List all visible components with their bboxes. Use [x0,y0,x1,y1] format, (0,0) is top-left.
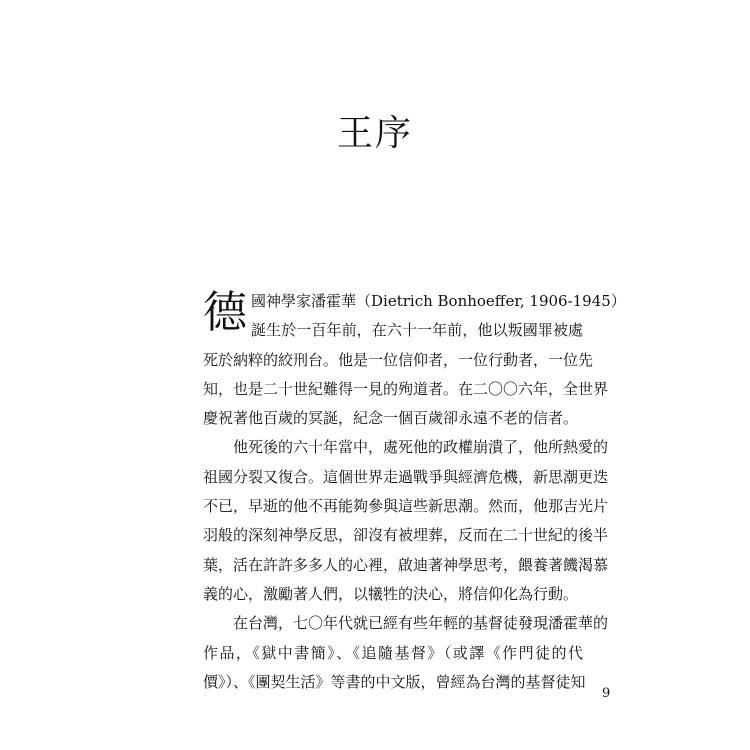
paragraph-line: 在台灣，七〇年代就已經有些年輕的基督徒發現潘霍華的 [233,614,609,633]
paragraph-line: 作品，《獄中書簡》、《追隨基督》（或譯《作門徒的代 [203,643,583,662]
paragraph-line: 誕生於一百年前，在六十一年前，他以叛國罪被處 [251,321,583,340]
paragraph-1 [203,287,626,433]
paragraph-line: 葉，活在許許多多人的心裡，啟迪著神學思考，餵養著饑渴慕 [203,555,609,574]
body-text [203,287,626,697]
paragraph-line: 國神學家潘霍華（Dietrich Bonhoeffer, 1906-1945） [251,292,626,310]
paragraph-3 [203,609,609,697]
drop-cap: 德 [203,287,247,338]
paragraph-line: 祖國分裂又復合。這個世界走過戰爭與經濟危機，新思潮更迭 [203,467,609,486]
paragraph-line: 慶祝著他百歲的冥誕，紀念一個百歲卻永遠不老的信者。 [203,409,579,428]
paragraph-line: 價》）、《團契生活》等書的中文版，曾經為台灣的基督徒知 [203,672,586,691]
paragraph-line: 羽般的深刻神學反思，卻沒有被埋葬，反而在二十世紀的後半 [203,526,609,545]
paragraph-line: 義的心，激勵著人們，以犧牲的決心，將信仰化為行動。 [203,584,579,603]
paragraph-line: 不已，早逝的他不再能夠參與這些新思潮。然而，他那吉光片 [203,497,609,516]
paragraph-line: 他死後的六十年當中，處死他的政權崩潰了，他所熱愛的 [233,438,609,457]
paragraph-2 [203,433,609,609]
paragraph-line: 知，也是二十世紀難得一見的殉道者。在二〇〇六年，全世界 [203,379,609,398]
drop-cap-block [203,287,626,346]
page-title: 王序 [336,113,413,154]
page-number: 9 [602,686,611,701]
paragraph-line: 死於納粹的絞刑台。他是一位信仰者，一位行動者，一位先 [203,350,594,369]
